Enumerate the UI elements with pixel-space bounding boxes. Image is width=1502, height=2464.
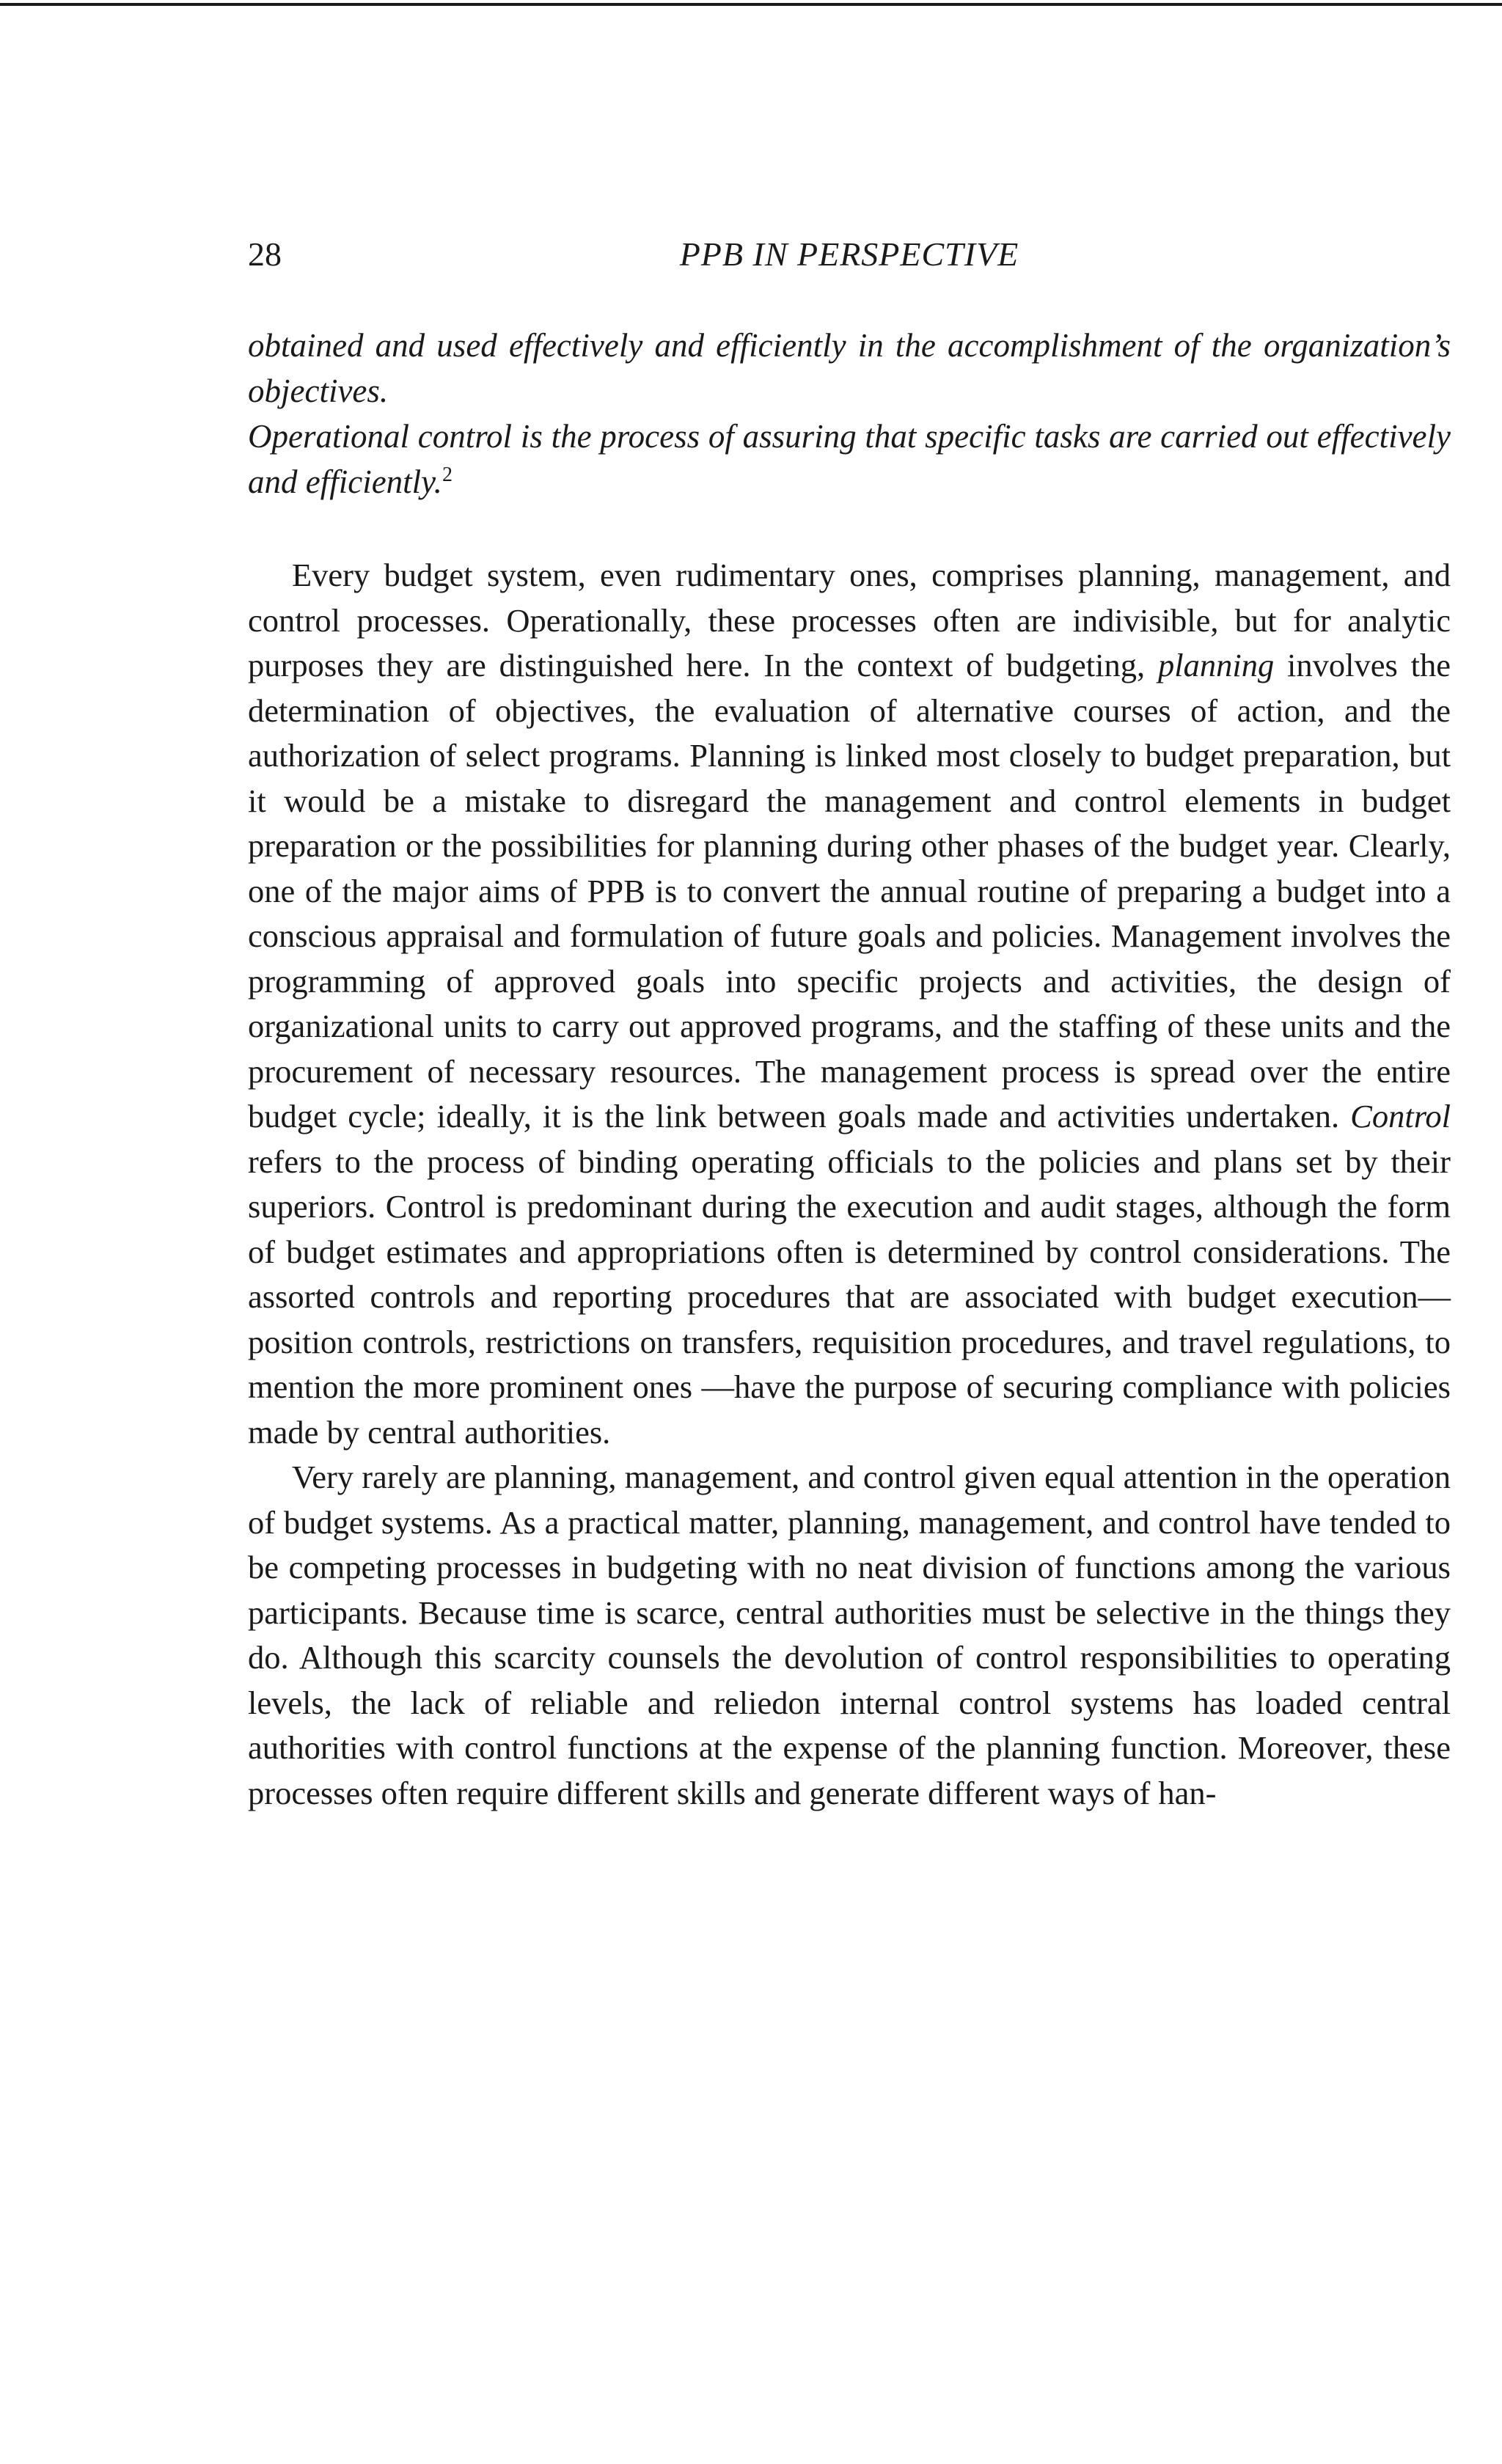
quote-line-2-text: Operational control is the process of assuring that specific tasks are carried out effectively and efficiently.: [248, 418, 1451, 500]
running-title: PPB IN PERSPECTIVE: [679, 235, 1019, 273]
footnote-reference: 2: [442, 463, 453, 486]
top-border-rule: [0, 3, 1502, 6]
text-column: [248, 323, 1451, 1816]
running-head: [248, 229, 1451, 280]
body-paragraph-1: [248, 553, 1451, 1455]
quote-line-2: [248, 414, 1451, 505]
term-control: Control: [1350, 1098, 1451, 1134]
paragraph-1-part-1: Every budget system, even rudimentary ones, comprises planning, management, and control processes. Operationally, these processes often are indivisible, but for analytic purposes they are distinguished here. In the context of budgeting,: [248, 557, 1451, 683]
page-number: 28: [248, 235, 282, 273]
paragraph-1-part-3: refers to the process of binding operating officials to the policies and plans set by their superiors. Control is predominant during the execution and audit stages, although the form of budget estimates and appropriations often is determined by control considerations. The assorted controls and reporting procedures that are associated with budget execution—position controls, restrictions on transfers, requisition procedures, and travel regulations, to mention the more prominent ones —have the purpose of securing compliance with policies made by central authorities.: [248, 1143, 1451, 1451]
definition-quote: [248, 323, 1451, 505]
paragraph-1-part-2: involves the determination of objectives, the evaluation of alternative courses of action, and the authorization of select programs. Planning is linked most closely to budget preparation, but it would be a mistake to disregard the management and control elements in budget preparation or the possibilities for planning during other phases of the budget year. Clearly, one of the major aims of PPB is to convert the annual routine of preparing a budget into a conscious appraisal and formulation of future goals and policies. Management involves the programming of approved goals into specific projects and activities, the design of organizational units to carry out approved programs, and the staffing of these units and the procurement of necessary resources. The management process is spread over the entire budget cycle; ideally, it is the link between goals made and activities undertaken.: [248, 647, 1451, 1134]
body-paragraph-2: Very rarely are planning, management, and control given equal attention in the operation of budget systems. As a practical matter, planning, management, and control have tended to be competing processes in budgeting with no neat division of functions among the various participants. Because time is scarce, central authorities must be selective in the things they do. Although this scarcity counsels the devolution of control responsibilities to operating levels, the lack of reliable and reliedon internal control systems has loaded central authorities with control functions at the expense of the planning function. Moreover, these processes often require different skills and generate different ways of han-: [248, 1459, 1451, 1811]
quote-line-1: obtained and used effectively and efficiently in the accomplishment of the organization’s objectives.: [248, 327, 1451, 409]
term-planning: planning: [1157, 647, 1275, 683]
